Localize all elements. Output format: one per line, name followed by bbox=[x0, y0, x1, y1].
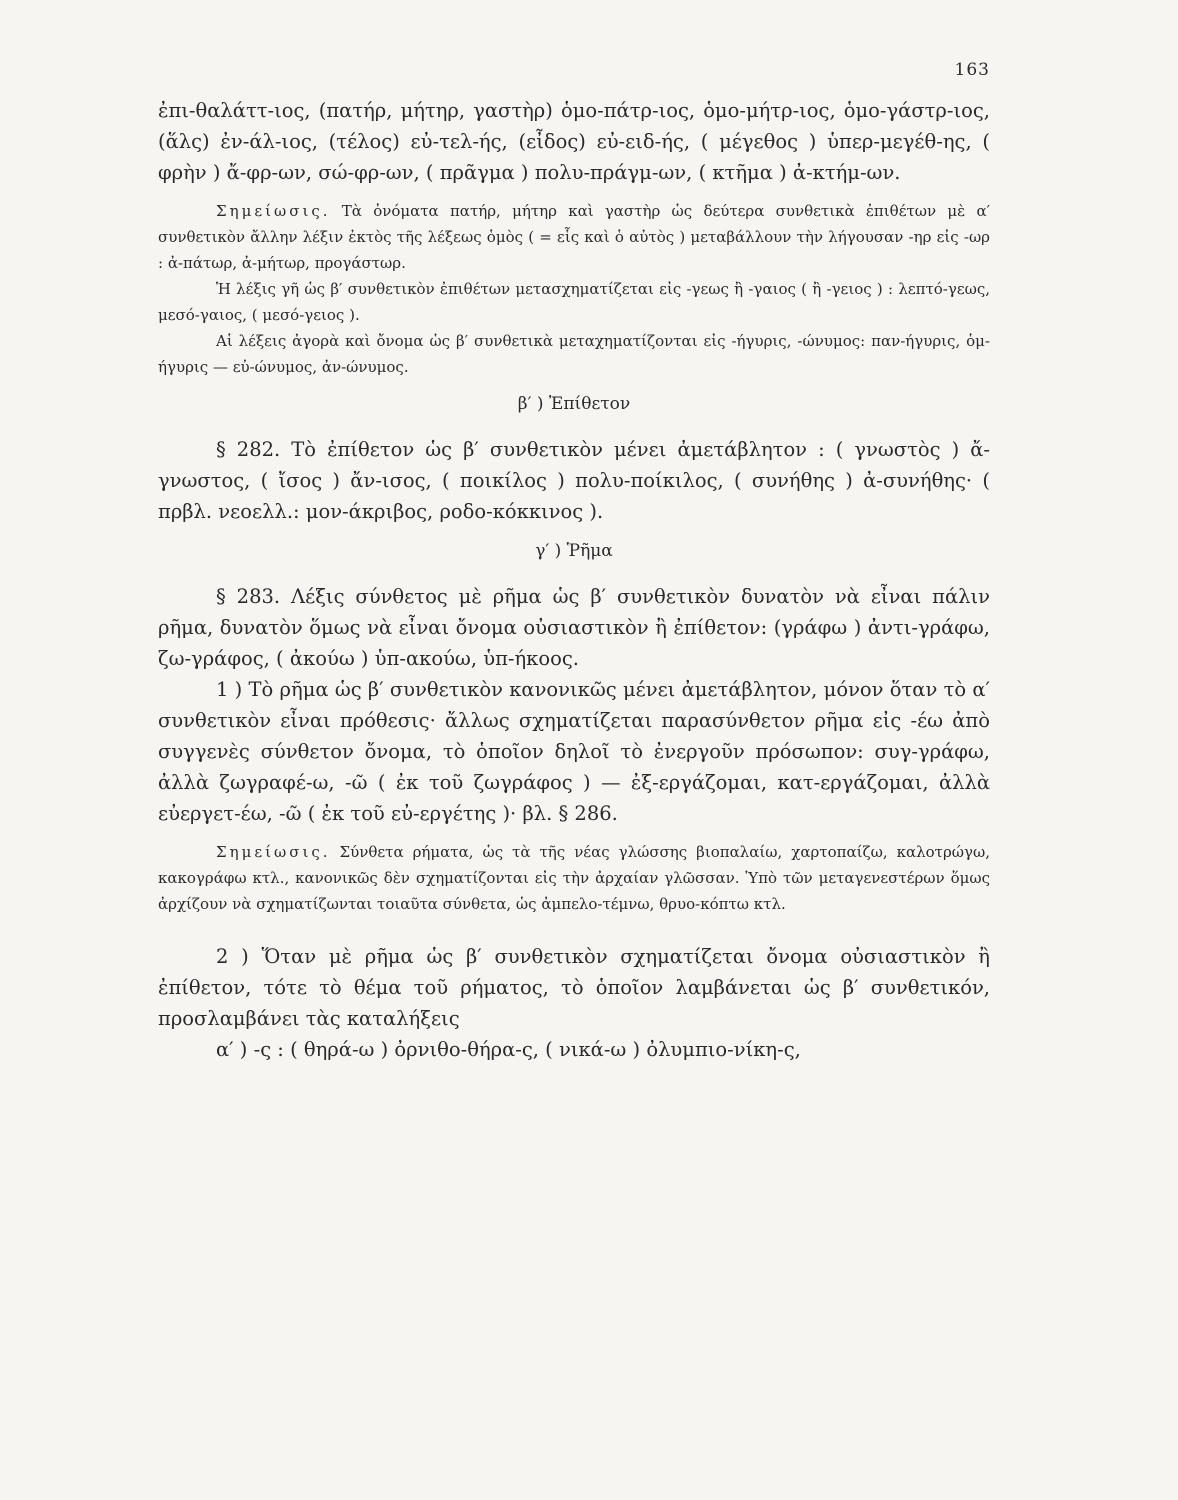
note-1-body: Τὰ ὀνόματα πατήρ, μήτηρ καὶ γαστὴρ ὡς δεύτερα συνθετικὰ ἐπιθέτων μὲ α′ συνθετικὸν ἄλλην λέξιν ἐκτὸς τῆς λέξεως ὁμὸς ( = εἷς καὶ ὁ αὐτὸς ) μεταβάλλουν τὴν λήγουσαν -ηρ εἰς -ωρ : ἀ-πάτωρ, ἀ-μήτωρ, προγάστωρ. bbox=[158, 202, 990, 272]
paragraph-283-2: 2 ) Ὅταν μὲ ρῆμα ὡς β′ συνθετικὸν σχηματίζεται ὄνομα οὐσιαστικὸν ἢ ἐπίθετον, τότε τὸ θέμα τοῦ ρήματος, τὸ ὁποῖον λαμβάνεται ὡς β′ συνθετικόν, προσλαμβάνει τὰς καταλήξεις bbox=[158, 945, 990, 1030]
section-heading-adjective: β′ ) Ἐπίθετον bbox=[517, 394, 631, 414]
paragraph-283: § 283. Λέξις σύνθετος μὲ ρῆμα ὡς β′ συνθετικὸν δυνατὸν νὰ εἶναι πάλιν ρῆμα, δυνατὸν ὅμως νὰ εἶναι ὄνομα οὐσιαστικὸν ἢ ἐπίθετον: (γράφω ) ἀντι-γράφω, ζω-γράφος, ( ἀκούω ) ὑπ-ακούω, ὑπ-ήκοος. bbox=[158, 585, 990, 670]
note-1-text3: Αἱ λέξεις ἀγορὰ καὶ ὄνομα ὡς β′ συνθετικὰ μεταχηματίζονται εἰς -ήγυρις, -ώνυμος: παν-ήγυρις, ὁμ-ήγυρις — εὐ-ώνυμος, ἀν-ώνυμος. bbox=[158, 332, 990, 376]
page-number: 163 bbox=[954, 60, 990, 80]
paragraph-283-2a: α′ ) -ς : ( θηρά-ω ) ὀρνιθο-θήρα-ς, ( νικά-ω ) ὀλυμπιο-νίκη-ς, bbox=[216, 1038, 801, 1061]
page-body bbox=[158, 95, 990, 1065]
note-2 bbox=[158, 839, 990, 917]
note-2-body: Σύνθετα ρήματα, ὡς τὰ τῆς νέας γλώσσης βιοπαλαίω, χαρτοπαίζω, καλοτρώγω, κακογράφω κτλ., κανονικῶς δὲν σχηματίζονται εἰς τὴν ἀρχαίαν γλῶσσαν. Ὑπὸ τῶν μεταγενεστέρων ὅμως ἀρχίζουν νὰ σχηματίζωνται τοιαῦτα σύνθετα, ὡς ἀμπελο-τέμνω, θρυο-κόπτω κτλ. bbox=[158, 843, 990, 913]
note-1-text2: Ἡ λέξις γῆ ὡς β′ συνθετικὸν ἐπιθέτων μετασχηματίζεται εἰς -γεως ἢ -γαιος ( ἢ -γειος ) : λεπτό-γεως, μεσό-γαιος, ( μεσό-γειος ). bbox=[158, 280, 990, 324]
paragraph-282: § 282. Τὸ ἐπίθετον ὡς β′ συνθετικὸν μένει ἀμετάβλητον : ( γνωστὸς ) ἄ-γνωστος, ( ἴσος ) ἄν-ισος, ( ποικίλος ) πολυ-ποίκιλος, ( συνήθης ) ἀ-συνήθης· ( πρβλ. νεοελλ.: μον-άκριβος, ροδο-κόκκινος ). bbox=[158, 438, 990, 523]
paragraph-283-1: 1 ) Τὸ ρῆμα ὡς β′ συνθετικὸν κανονικῶς μένει ἀμετάβλητον, μόνον ὅταν τὸ α′ συνθετικὸν εἶναι πρόθεσις· ἄλλως σχηματίζεται παρασύνθετον ρῆμα εἰς -έω ἀπὸ συγγενὲς σύνθετον ὄνομα, τὸ ὁποῖον δηλοῖ τὸ ἐνεργοῦν πρόσωπον: συγ-γράφω, ἀλλὰ ζωγραφέ-ω, -ῶ ( ἐκ τοῦ ζωγράφος ) — ἐξ-εργάζομαι, κατ-εργάζομαι, ἀλλὰ εὐεργετ-έω, -ῶ ( ἐκ τοῦ εὐ-εργέτης )· βλ. § 286. bbox=[158, 678, 990, 825]
note-1-label: Σημείωσις. bbox=[216, 202, 331, 220]
note-1-text1 bbox=[158, 198, 990, 276]
note-2-label: Σημείωσις. bbox=[216, 843, 331, 861]
paragraph-intro: ἐπι-θαλάττ-ιος, (πατήρ, μήτηρ, γαστὴρ) ὁμο-πάτρ-ιος, ὁμο-μήτρ-ιος, ὁμο-γάστρ-ιος, (ἅλς) ἐν-άλ-ιος, (τέλος) εὐ-τελ-ής, (εἶδος) εὐ-ειδ-ής, ( μέγεθος ) ὑπερ-μεγέθ-ης, ( φρὴν ) ἄ-φρ-ων, σώ-φρ-ων, ( πρᾶγμα ) πολυ-πράγμ-ων, ( κτῆμα ) ἀ-κτήμ-ων. bbox=[158, 99, 990, 184]
section-heading-verb: γ′ ) Ῥῆμα bbox=[535, 541, 613, 561]
